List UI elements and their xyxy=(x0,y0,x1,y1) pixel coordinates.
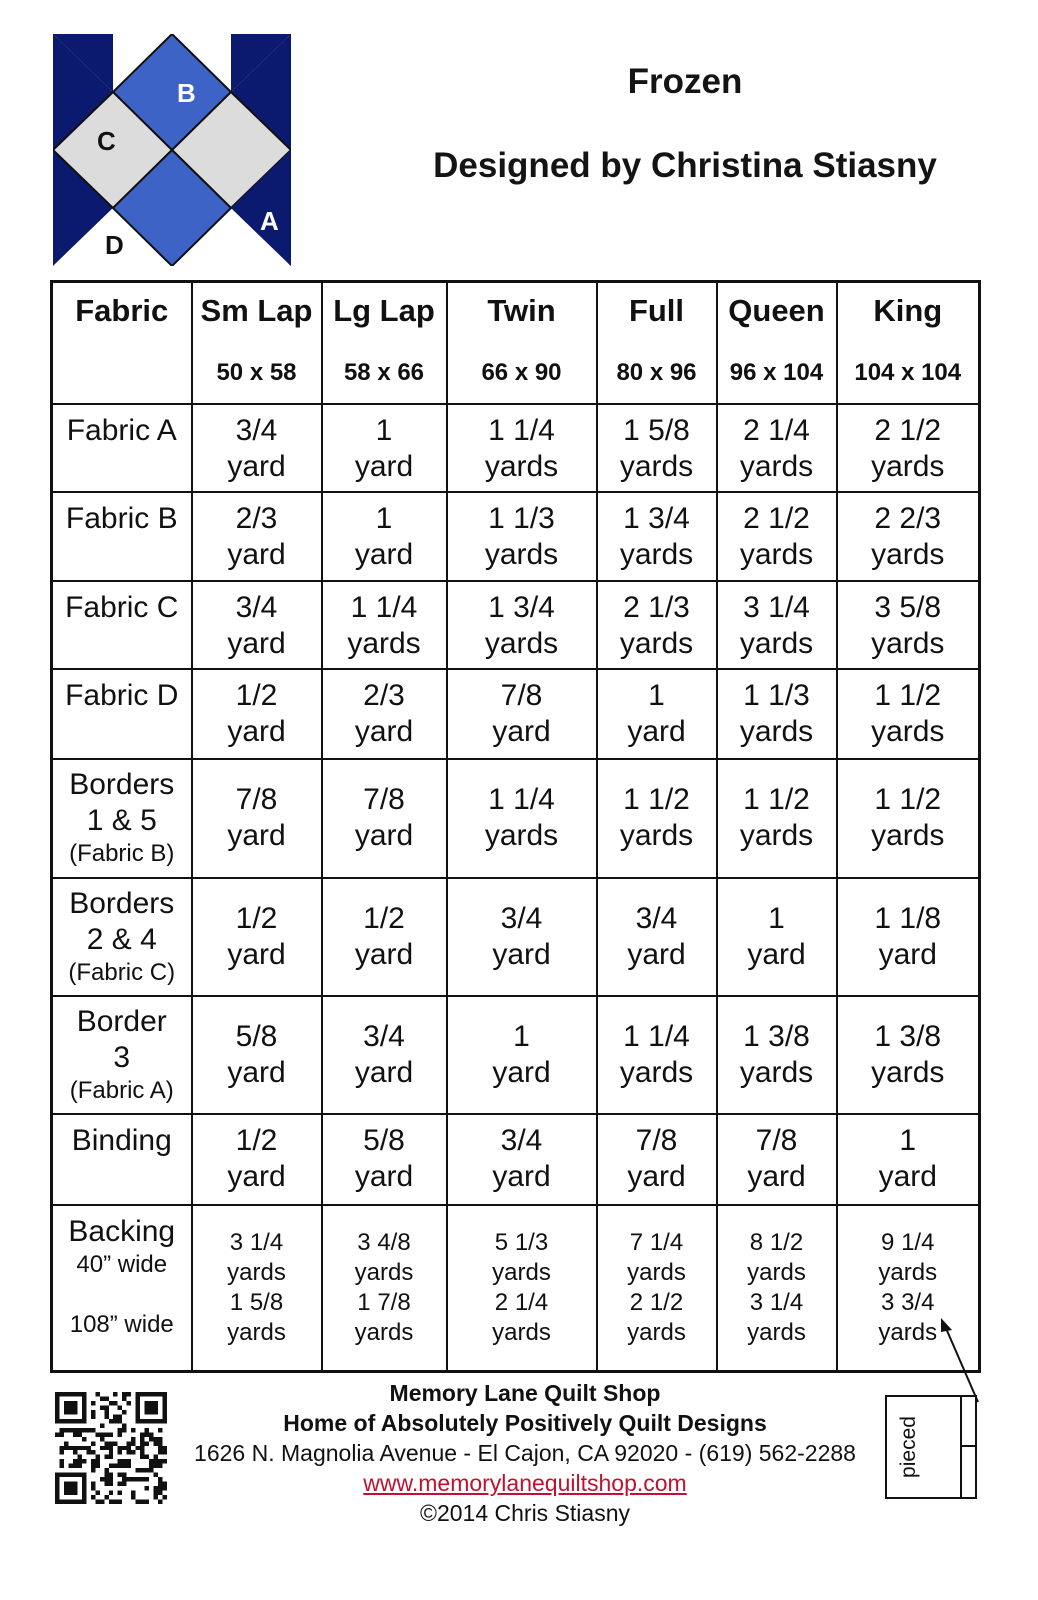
row-label xyxy=(52,492,192,580)
yardage-cell xyxy=(192,492,322,580)
row-label-number: 2 & 4 xyxy=(86,922,157,956)
copyright: ©2014 Chris Stiasny xyxy=(420,1500,630,1526)
yardage-table xyxy=(50,280,981,1373)
yardage-unit: yard xyxy=(354,714,414,748)
yardage-unit: yard xyxy=(354,819,414,853)
block-label-b: B xyxy=(177,78,196,108)
yardage-unit: yards xyxy=(878,1258,938,1286)
yardage-amount: 5 1/3 xyxy=(494,1228,549,1256)
yardage-unit: yard xyxy=(627,937,686,971)
quilt-block-diagram xyxy=(53,34,291,266)
backing-width-108: 108” wide xyxy=(69,1310,174,1338)
table-row xyxy=(52,581,980,669)
yardage-amount: 1/2 xyxy=(363,901,405,935)
yardage-unit: yard xyxy=(878,937,937,971)
yardage-cell xyxy=(837,404,980,492)
size-name: Twin xyxy=(487,293,556,328)
row-label-text: Binding xyxy=(71,1124,172,1158)
table-row xyxy=(52,1114,980,1204)
table-row xyxy=(52,492,980,580)
size-dimensions: 96 x 104 xyxy=(729,359,824,386)
yardage-cell xyxy=(597,759,717,877)
yardage-unit: yards xyxy=(747,1258,806,1286)
yardage-amount: 2/3 xyxy=(235,502,278,536)
yardage-amount: 3/4 xyxy=(500,1124,543,1158)
yardage-amount: 9 1/4 xyxy=(881,1228,935,1256)
yardage-cell xyxy=(322,996,447,1114)
pieced-backing-diagram xyxy=(885,1395,977,1499)
yardage-cell xyxy=(192,404,322,492)
yardage-unit: yard xyxy=(227,1056,286,1090)
yardage-amount: 2 1/2 xyxy=(629,1288,684,1316)
yardage-unit: yard xyxy=(354,538,414,572)
yardage-amount: 1 xyxy=(375,502,393,536)
row-label-text: Border xyxy=(76,1005,167,1039)
yardage-cell xyxy=(837,581,980,669)
seam-line xyxy=(960,1445,977,1447)
yardage-cell xyxy=(447,759,597,877)
size-dimensions: 50 x 58 xyxy=(216,359,297,386)
pieced-label: pieced xyxy=(897,1416,920,1478)
designer-credit: Designed by Christina Stiasny xyxy=(433,146,937,185)
yardage-cell xyxy=(447,878,597,996)
seam-line xyxy=(960,1397,962,1497)
yardage-unit: yard xyxy=(227,538,286,572)
row-label-fabric: (Fabric B) xyxy=(69,840,175,868)
yardage-amount: 1 xyxy=(768,901,785,935)
yardage-amount: 3 4/8 xyxy=(357,1228,411,1256)
yardage-amount: 1/2 xyxy=(235,1124,278,1158)
yardage-cell xyxy=(322,404,447,492)
yardage-amount: 8 1/2 xyxy=(749,1228,804,1256)
block-label-a: A xyxy=(260,206,279,236)
yardage-cell xyxy=(837,759,980,877)
yardage-amount: 2 1/4 xyxy=(743,413,810,447)
shop-name: Memory Lane Quilt Shop xyxy=(389,1380,661,1406)
yardage-cell xyxy=(322,492,447,580)
yardage-unit: yard xyxy=(354,1160,414,1194)
row-label-text: Fabric C xyxy=(65,590,179,624)
yardage-unit: yards xyxy=(739,1056,814,1090)
yardage-amount: 3/4 xyxy=(235,413,278,447)
yardage-cell xyxy=(192,759,322,877)
row-label-backing xyxy=(52,1205,192,1372)
yardage-cell xyxy=(717,669,837,759)
yardage-amount: 1 1/4 xyxy=(350,590,418,624)
yardage-cell xyxy=(597,669,717,759)
yardage-unit: yards xyxy=(747,1318,806,1346)
block-label-d: D xyxy=(105,230,124,260)
yardage-amount: 7/8 xyxy=(235,783,278,817)
yardage-cell xyxy=(597,492,717,580)
yardage-cell xyxy=(322,878,447,996)
yardage-amount: 3 5/8 xyxy=(874,590,942,624)
yardage-amount: 1 1/3 xyxy=(488,502,555,536)
backing-yardage-cell xyxy=(192,1205,322,1372)
yardage-unit: yard xyxy=(492,1160,551,1194)
yardage-cell xyxy=(837,996,980,1114)
yardage-unit: yards xyxy=(354,1318,414,1346)
footer xyxy=(180,1378,870,1528)
yardage-unit: yards xyxy=(627,1318,686,1346)
yardage-unit: yards xyxy=(739,714,814,748)
yardage-amount: 1 xyxy=(513,1020,530,1054)
row-label xyxy=(52,581,192,669)
table-row xyxy=(52,669,980,759)
yardage-cell xyxy=(192,669,322,759)
yardage-unit: yard xyxy=(627,714,686,748)
yardage-unit: yards xyxy=(878,1318,938,1346)
table-header-row xyxy=(52,282,980,404)
yardage-cell xyxy=(597,878,717,996)
yardage-unit: yard xyxy=(227,1160,286,1194)
header-fabric-cell xyxy=(52,282,192,404)
row-label xyxy=(52,669,192,759)
yardage-unit: yards xyxy=(492,1258,551,1286)
yardage-amount: 1/2 xyxy=(235,678,278,712)
size-name: Lg Lap xyxy=(333,293,435,328)
yardage-unit: yards xyxy=(739,626,814,660)
website-link[interactable]: www.memorylanequiltshop.com xyxy=(363,1470,687,1496)
row-label xyxy=(52,404,192,492)
yardage-amount: 1 1/2 xyxy=(874,678,942,712)
yardage-unit: yards xyxy=(871,819,945,853)
yardage-amount: 1 3/8 xyxy=(743,1020,810,1054)
yardage-unit: yard xyxy=(227,937,286,971)
yardage-cell xyxy=(597,1114,717,1204)
yardage-unit: yards xyxy=(619,449,694,483)
yardage-amount: 2 1/2 xyxy=(743,502,810,536)
yardage-cell xyxy=(597,404,717,492)
size-dimensions: 104 x 104 xyxy=(854,359,962,386)
yardage-amount: 3/4 xyxy=(235,590,278,624)
yardage-unit: yards xyxy=(484,538,559,572)
yardage-unit: yards xyxy=(739,538,814,572)
backing-width-40: 40” wide xyxy=(76,1250,168,1278)
yardage-cell xyxy=(837,492,980,580)
row-label xyxy=(52,996,192,1114)
yardage-unit: yard xyxy=(747,937,806,971)
yardage-amount: 3/4 xyxy=(500,901,543,935)
qr-code[interactable] xyxy=(55,1392,167,1504)
table-row-backing xyxy=(52,1205,980,1372)
yardage-unit: yard xyxy=(227,449,286,483)
yardage-unit: yards xyxy=(227,1258,286,1286)
size-dimensions: 58 x 66 xyxy=(343,359,425,386)
yardage-amount: 2 2/3 xyxy=(874,502,942,536)
row-label xyxy=(52,759,192,877)
yardage-unit: yards xyxy=(484,626,559,660)
shop-address: 1626 N. Magnolia Avenue - El Cajon, CA 92020 - (619) 562-2288 xyxy=(194,1440,856,1466)
yardage-cell xyxy=(322,1114,447,1204)
header-size-sm-lap xyxy=(192,282,322,404)
row-label-text: Fabric D xyxy=(65,678,179,712)
yardage-unit: yards xyxy=(627,1258,686,1286)
yardage-unit: yard xyxy=(878,1160,937,1194)
yardage-unit: yards xyxy=(739,819,814,853)
yardage-unit: yards xyxy=(347,626,421,660)
header-fabric-label: Fabric xyxy=(75,293,169,328)
yardage-amount: 2 1/4 xyxy=(494,1288,549,1316)
yardage-cell xyxy=(192,878,322,996)
yardage-cell xyxy=(447,492,597,580)
yardage-cell xyxy=(447,581,597,669)
yardage-cell xyxy=(447,996,597,1114)
backing-yardage-cell xyxy=(447,1205,597,1372)
row-label-text: Fabric A xyxy=(66,413,177,447)
yardage-cell xyxy=(717,404,837,492)
yardage-amount: 7 1/4 xyxy=(629,1228,684,1256)
yardage-unit: yard xyxy=(492,714,551,748)
yardage-amount: 7/8 xyxy=(755,1124,798,1158)
row-label-text: Borders xyxy=(69,886,175,920)
row-label-number: 1 & 5 xyxy=(86,804,157,838)
yardage-cell xyxy=(717,581,837,669)
header-size-full xyxy=(597,282,717,404)
backing-yardage-cell xyxy=(597,1205,717,1372)
table-row xyxy=(52,878,980,996)
yardage-cell xyxy=(717,878,837,996)
yardage-unit: yards xyxy=(484,819,559,853)
yardage-cell xyxy=(322,669,447,759)
yardage-unit: yards xyxy=(871,626,945,660)
yardage-unit: yard xyxy=(492,937,551,971)
row-label-fabric: (Fabric C) xyxy=(68,958,176,986)
row-label-text: Fabric B xyxy=(65,502,178,536)
yardage-cell xyxy=(447,1114,597,1204)
yardage-amount: 5/8 xyxy=(235,1020,278,1054)
yardage-cell xyxy=(447,669,597,759)
header-size-king xyxy=(837,282,980,404)
yardage-amount: 3/4 xyxy=(363,1020,405,1054)
yardage-amount: 7/8 xyxy=(363,783,405,817)
pattern-title: Frozen xyxy=(627,62,743,101)
yardage-unit: yard xyxy=(227,819,286,853)
yardage-amount: 1 3/8 xyxy=(874,1020,942,1054)
yardage-unit: yard xyxy=(747,1160,806,1194)
arrow-icon xyxy=(930,1310,990,1405)
backing-yardage-cell xyxy=(322,1205,447,1372)
yardage-amount: 1/2 xyxy=(235,901,278,935)
row-label-fabric: (Fabric A) xyxy=(69,1077,174,1105)
header-size-queen xyxy=(717,282,837,404)
yardage-amount: 1 xyxy=(899,1124,917,1158)
yardage-cell xyxy=(192,996,322,1114)
yardage-unit: yards xyxy=(871,538,945,572)
yardage-cell xyxy=(717,759,837,877)
shop-tagline: Home of Absolutely Positively Quilt Designs xyxy=(283,1410,767,1436)
yardage-unit: yards xyxy=(619,538,694,572)
yardage-cell xyxy=(597,581,717,669)
yardage-amount: 2 1/3 xyxy=(623,590,690,624)
row-label-number: 3 xyxy=(113,1041,131,1075)
yardage-cell xyxy=(717,1114,837,1204)
yardage-amount: 2 1/2 xyxy=(874,413,942,447)
yardage-unit: yard xyxy=(227,714,286,748)
yardage-cell xyxy=(322,581,447,669)
yardage-amount: 2/3 xyxy=(363,678,405,712)
yardage-unit: yard xyxy=(627,1160,686,1194)
yardage-amount: 1 1/3 xyxy=(743,678,810,712)
yardage-unit: yards xyxy=(871,1056,945,1090)
yardage-amount: 1 xyxy=(375,413,393,447)
table-row xyxy=(52,996,980,1114)
yardage-cell xyxy=(192,1114,322,1204)
yardage-amount: 7/8 xyxy=(500,678,543,712)
yardage-unit: yards xyxy=(619,626,694,660)
table-row xyxy=(52,404,980,492)
row-label xyxy=(52,878,192,996)
yardage-amount: 1 1/8 xyxy=(874,901,942,935)
yardage-amount: 1 3/4 xyxy=(488,590,555,624)
yardage-amount: 5/8 xyxy=(363,1124,405,1158)
yardage-unit: yards xyxy=(739,449,814,483)
yardage-unit: yard xyxy=(354,449,414,483)
header-size-lg-lap xyxy=(322,282,447,404)
backing-yardage-cell xyxy=(717,1205,837,1372)
yardage-cell xyxy=(322,759,447,877)
yardage-unit: yard xyxy=(227,626,286,660)
yardage-amount: 1 xyxy=(648,678,665,712)
yardage-unit: yard xyxy=(354,1056,414,1090)
yardage-unit: yard xyxy=(492,1056,551,1090)
yardage-amount: 3 1/4 xyxy=(743,590,810,624)
yardage-unit: yards xyxy=(354,1258,414,1286)
backing-label: Backing xyxy=(68,1214,176,1248)
yardage-amount: 3 1/4 xyxy=(749,1288,804,1316)
yardage-cell xyxy=(192,581,322,669)
yardage-amount: 1 1/4 xyxy=(488,783,555,817)
yardage-cell xyxy=(837,878,980,996)
yardage-unit: yards xyxy=(484,449,559,483)
yardage-amount: 1 3/4 xyxy=(623,502,690,536)
yardage-amount: 3 3/4 xyxy=(881,1288,935,1316)
yardage-amount: 1 7/8 xyxy=(357,1288,411,1316)
yardage-unit: yard xyxy=(354,937,414,971)
row-label xyxy=(52,1114,192,1204)
yardage-amount: 1 1/2 xyxy=(743,783,810,817)
yardage-unit: yards xyxy=(619,819,694,853)
yardage-amount: 1 1/4 xyxy=(623,1020,690,1054)
size-dimensions: 66 x 90 xyxy=(481,359,562,386)
size-name: Queen xyxy=(728,293,825,328)
yardage-amount: 3 1/4 xyxy=(229,1228,284,1256)
size-name: King xyxy=(873,293,943,328)
yardage-cell xyxy=(717,492,837,580)
yardage-cell xyxy=(837,669,980,759)
size-name: Full xyxy=(628,293,685,328)
row-label-text: Borders xyxy=(69,768,175,802)
yardage-unit: yards xyxy=(619,1056,694,1090)
yardage-amount: 3/4 xyxy=(635,901,678,935)
yardage-unit: yards xyxy=(227,1318,286,1346)
yardage-cell xyxy=(837,1114,980,1204)
yardage-cell xyxy=(447,404,597,492)
yardage-amount: 7/8 xyxy=(635,1124,678,1158)
yardage-cell xyxy=(597,996,717,1114)
yardage-unit: yards xyxy=(492,1318,551,1346)
yardage-amount: 1 1/2 xyxy=(623,783,690,817)
yardage-amount: 1 5/8 xyxy=(229,1288,284,1316)
header-size-twin xyxy=(447,282,597,404)
size-name: Sm Lap xyxy=(200,293,313,328)
table-row xyxy=(52,759,980,877)
yardage-unit: yards xyxy=(871,714,945,748)
table-body xyxy=(52,404,980,1205)
yardage-amount: 1 5/8 xyxy=(623,413,690,447)
block-label-c: C xyxy=(97,126,116,156)
yardage-cell xyxy=(717,996,837,1114)
yardage-amount: 1 1/4 xyxy=(488,413,555,447)
yardage-amount: 1 1/2 xyxy=(874,783,942,817)
yardage-unit: yards xyxy=(871,449,945,483)
size-dimensions: 80 x 96 xyxy=(616,359,697,386)
